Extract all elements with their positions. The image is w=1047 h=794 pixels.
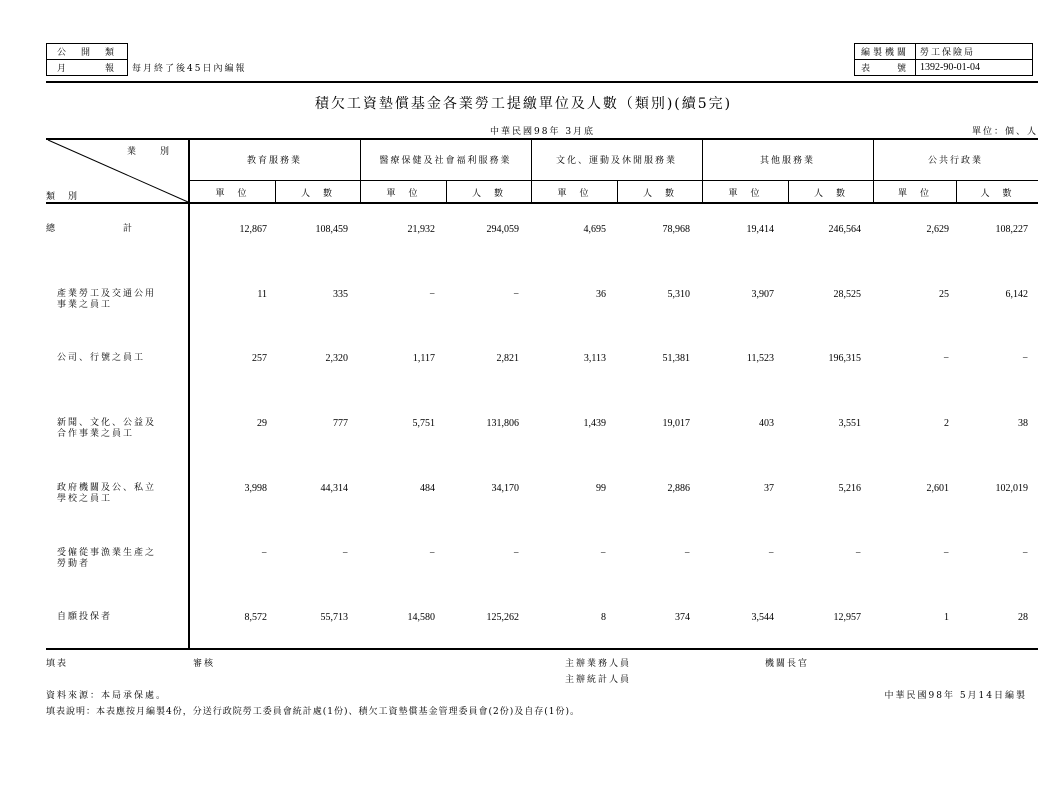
footer-source: 資料來源：本局承保處。 (46, 691, 168, 701)
footer-fill: 填表 (46, 659, 69, 669)
agency-label: 編製機關 (855, 44, 916, 60)
table-cell: − (943, 353, 949, 364)
corner-top-label: 業 別 (127, 147, 172, 157)
footer-head: 機關長官 (765, 659, 810, 669)
footer-note: 填表說明：本表應按月編製4份，分送行政院勞工委員會統計處(1份)、積欠工資墊償基金管理委員會(2份)及自存(1份)。 (46, 707, 580, 717)
table-cell: − (429, 289, 435, 300)
stub-divider (188, 139, 190, 649)
table-cell: − (513, 289, 519, 300)
table-cell: 108,227 (995, 224, 1028, 235)
table-cell: 1 (944, 612, 949, 623)
industry-header: 醫療保健及社會福利服務業 (379, 156, 512, 166)
table-cell: 8 (601, 612, 606, 623)
table-cell: 3,544 (751, 612, 774, 623)
table-cell: 2,320 (325, 353, 348, 364)
row-label: 勞動者 (57, 559, 91, 569)
table-top-rule (46, 138, 1038, 140)
persons-subheader: 人 數 (813, 189, 847, 199)
row-label: 自願投保者 (57, 612, 113, 622)
corner-bottom-label: 類 別 (46, 192, 80, 202)
table-cell: − (768, 548, 774, 559)
table-cell: 11 (257, 289, 267, 300)
table-cell: 2,601 (926, 483, 949, 494)
header-rule (46, 81, 1038, 83)
table-cell: 3,907 (751, 289, 774, 300)
table-cell: 246,564 (828, 224, 861, 235)
industry-header: 公共行政業 (927, 156, 983, 166)
table-cell: 777 (333, 418, 348, 429)
table-cell: 12,957 (833, 612, 861, 623)
subheader-rule (189, 180, 1038, 181)
table-cell: 37 (764, 483, 774, 494)
table-cell: 3,551 (838, 418, 861, 429)
table-cell: − (600, 548, 606, 559)
row-label: 產業勞工及交通公用 (57, 289, 157, 299)
row-label: 新聞、文化、公益及 (57, 418, 157, 428)
table-cell: 196,315 (828, 353, 861, 364)
report-date: 中華民國98年 3月底 (490, 127, 596, 137)
table-cell: 2,821 (496, 353, 519, 364)
footer-review: 審核 (193, 659, 216, 669)
table-cell: 55,713 (320, 612, 348, 623)
header-right-box (854, 43, 1033, 76)
table-cell: 403 (759, 418, 774, 429)
table-cell: 2,886 (667, 483, 690, 494)
table-cell: 1,117 (412, 353, 435, 364)
table-cell: 335 (333, 289, 348, 300)
table-cell: 2 (944, 418, 949, 429)
table-cell: 28 (1018, 612, 1028, 623)
table-cell: 19,414 (746, 224, 774, 235)
table-cell: − (513, 548, 519, 559)
table-cell: − (429, 548, 435, 559)
industry-header: 教育服務業 (246, 156, 302, 166)
form-number-label: 表 號 (855, 60, 916, 76)
table-cell: 3,113 (583, 353, 606, 364)
footer-business: 主辦業務人員 (565, 659, 632, 669)
table-cell: 11,523 (746, 353, 774, 364)
row-label: 受僱從事漁業生產之 (57, 548, 157, 558)
table-cell: 125,262 (486, 612, 519, 623)
table-cell: 36 (596, 289, 606, 300)
row-label: 合作事業之員工 (57, 429, 135, 439)
table-cell: 34,170 (491, 483, 519, 494)
table-cell: 5,216 (838, 483, 861, 494)
table-cell: 44,314 (320, 483, 348, 494)
table-cell: 108,459 (315, 224, 348, 235)
table-cell: 1,439 (583, 418, 606, 429)
unit-note: 單位：個、人 (971, 127, 1038, 137)
form-number-value: 1392-90-01-04 (916, 60, 1033, 76)
table-cell: 102,019 (995, 483, 1028, 494)
table-cell: − (1022, 353, 1028, 364)
table-cell: 12,867 (239, 224, 267, 235)
table-cell: 25 (939, 289, 949, 300)
header-bottom-rule (46, 202, 1038, 204)
persons-subheader: 人 數 (300, 189, 334, 199)
table-cell: − (261, 548, 267, 559)
row-label: 學校之員工 (57, 494, 113, 504)
table-cell: 38 (1018, 418, 1028, 429)
agency-value: 勞工保險局 (916, 44, 1033, 60)
footer-compiled: 中華民國98年 5月14日編製 (884, 691, 1027, 701)
units-subheader: 單 位 (215, 189, 249, 199)
industry-header: 文化、運動及休閒服務業 (555, 156, 677, 166)
table-cell: 294,059 (486, 224, 519, 235)
table-cell: 21,932 (407, 224, 435, 235)
industry-header: 其他服務業 (759, 156, 815, 166)
table-bottom-rule (46, 648, 1038, 650)
table-cell: 4,695 (583, 224, 606, 235)
persons-subheader: 人 數 (471, 189, 505, 199)
table-cell: 14,580 (407, 612, 435, 623)
units-subheader: 單 位 (557, 189, 591, 199)
row-label: 公司、行號之員工 (57, 353, 146, 363)
table-cell: 131,806 (486, 418, 519, 429)
table-cell: 3,998 (244, 483, 267, 494)
units-subheader: 單 位 (897, 189, 931, 199)
table-cell: 484 (420, 483, 435, 494)
table-cell: − (1022, 548, 1028, 559)
table-cell: 257 (252, 353, 267, 364)
units-subheader: 單 位 (386, 189, 420, 199)
table-cell: 28,525 (833, 289, 861, 300)
row-label: 事業之員工 (57, 300, 113, 310)
table-cell: − (342, 548, 348, 559)
page-title: 積欠工資墊償基金各業勞工提繳單位及人數（類別)(續5完) (314, 96, 733, 112)
frequency-label: 月 報 (47, 60, 128, 76)
table-cell: 19,017 (662, 418, 690, 429)
row-label: 政府機關及公、私立 (57, 483, 157, 493)
table-cell: 99 (596, 483, 606, 494)
row-label: 總 計 (46, 224, 135, 234)
classification-label: 公 開 類 (47, 44, 128, 60)
table-cell: − (684, 548, 690, 559)
table-cell: 29 (257, 418, 267, 429)
units-subheader: 單 位 (728, 189, 762, 199)
table-cell: 8,572 (244, 612, 267, 623)
persons-subheader: 人 數 (980, 189, 1014, 199)
table-cell: 2,629 (926, 224, 949, 235)
table-cell: 6,142 (1005, 289, 1028, 300)
table-cell: 5,310 (667, 289, 690, 300)
header-left-box (46, 43, 251, 76)
table-cell: 5,751 (412, 418, 435, 429)
footer-stats: 主辦統計人員 (565, 675, 632, 685)
frequency-value: 每月終了後45日內編報 (132, 64, 247, 74)
table-cell: 78,968 (662, 224, 690, 235)
table-cell: 51,381 (662, 353, 690, 364)
table-cell: 374 (675, 612, 690, 623)
persons-subheader: 人 數 (642, 189, 676, 199)
table-cell: − (943, 548, 949, 559)
table-cell: − (855, 548, 861, 559)
